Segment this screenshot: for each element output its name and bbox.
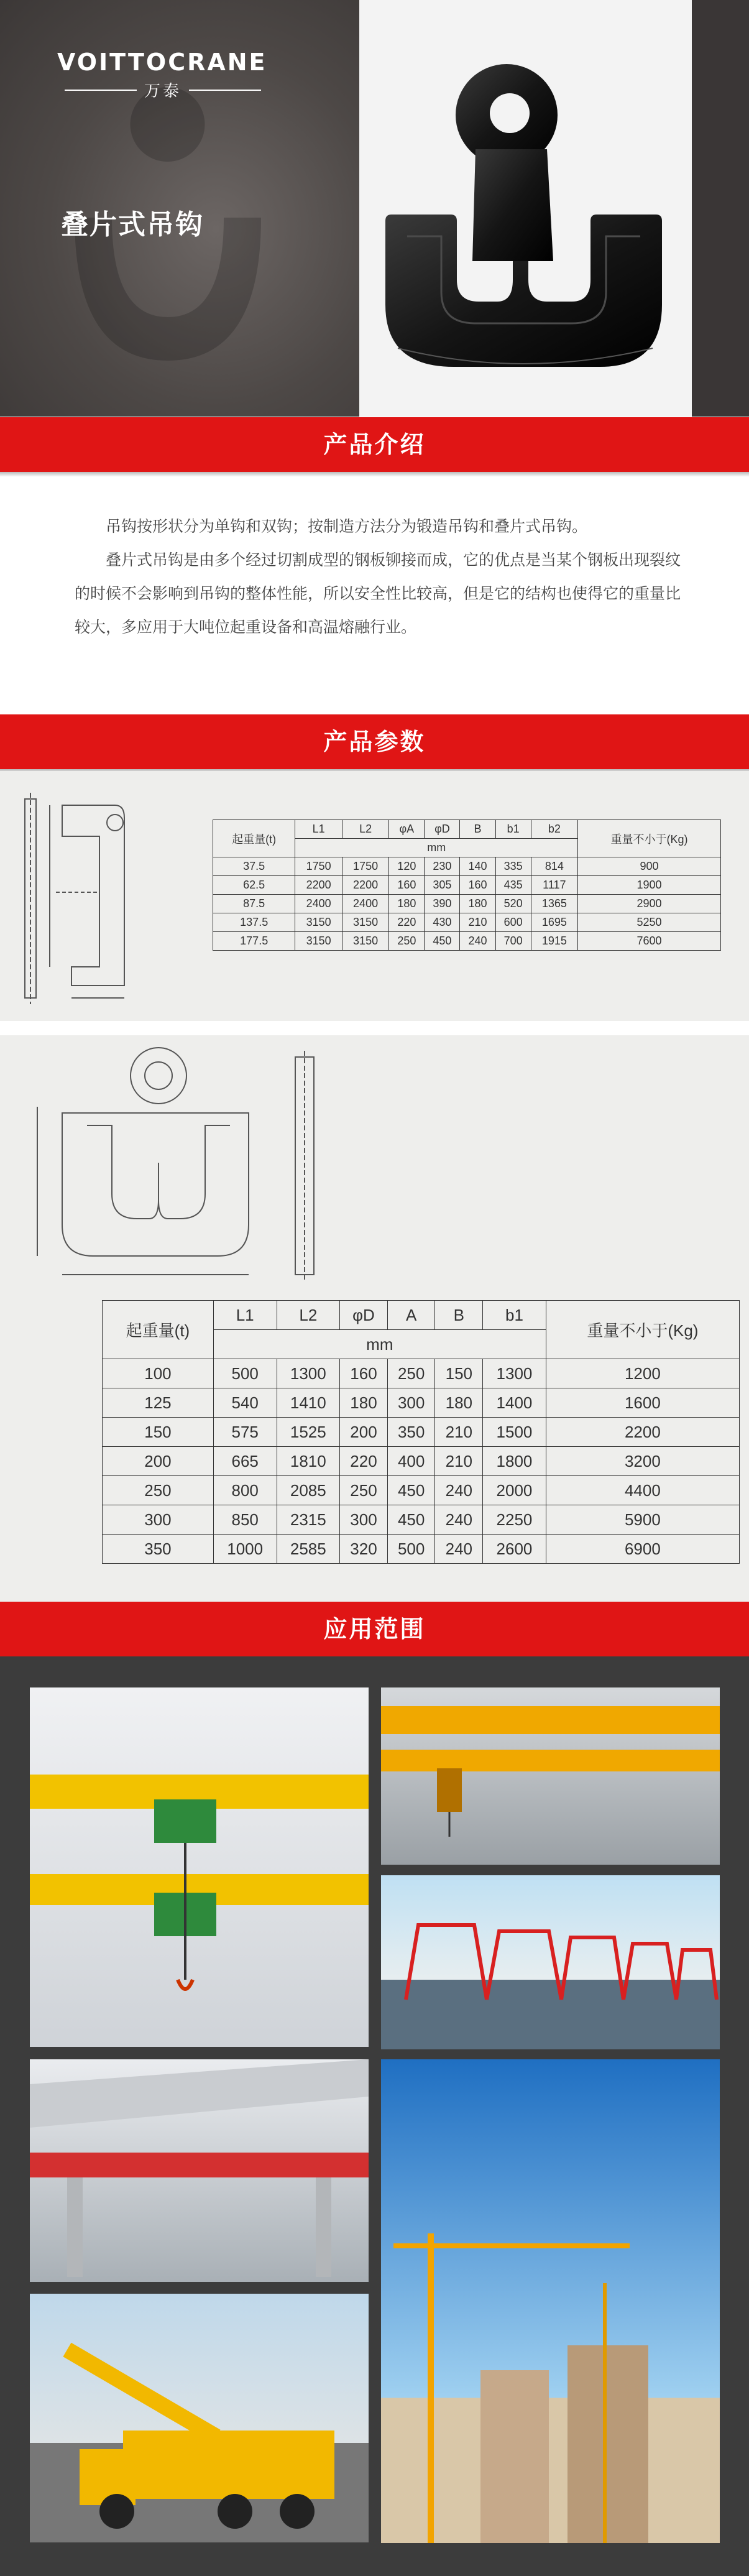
table-cell: 210	[435, 1447, 483, 1476]
table-cell: 2200	[295, 876, 342, 895]
table-cell: 1695	[531, 913, 577, 932]
brand-logo	[57, 48, 269, 101]
table-cell: 2900	[578, 895, 721, 913]
table-cell: 250	[340, 1476, 388, 1505]
table-cell: 160	[389, 876, 425, 895]
table-cell: 1600	[546, 1388, 739, 1418]
intro-paragraph-1: 吊钩按形状分为单钩和双钩；按制造方法分为锻造吊钩和叠片式吊钩。	[106, 517, 588, 535]
table-cell: 160	[460, 876, 495, 895]
table-cell: 1410	[277, 1388, 340, 1418]
spec-sheet-2	[0, 1035, 749, 1602]
table-cell: 540	[213, 1388, 277, 1418]
table-cell: 300	[103, 1505, 214, 1535]
table-cell: 3200	[546, 1447, 739, 1476]
table-cell: 700	[495, 932, 531, 951]
table-cell: 350	[103, 1535, 214, 1564]
table-cell: 87.5	[213, 895, 295, 913]
table-cell: 1400	[483, 1388, 546, 1418]
table-cell: 4400	[546, 1476, 739, 1505]
table-cell: 300	[387, 1388, 435, 1418]
table-cell: 5250	[578, 913, 721, 932]
table-cell: 3150	[295, 913, 342, 932]
table-row	[213, 895, 721, 913]
section-title: 产品参数	[323, 728, 426, 755]
port-crane-photo	[381, 1875, 720, 2049]
table-cell: 180	[435, 1388, 483, 1418]
table-cell: 2200	[546, 1418, 739, 1447]
table-cell: 240	[435, 1476, 483, 1505]
table-cell: 335	[495, 857, 531, 876]
table-cell: 7600	[578, 932, 721, 951]
table-cell: 2400	[342, 895, 388, 913]
table-cell: 200	[103, 1447, 214, 1476]
table-row	[103, 1418, 740, 1447]
table-cell: 230	[425, 857, 460, 876]
table-cell: 665	[213, 1447, 277, 1476]
table-cell: 2600	[483, 1535, 546, 1564]
workshop-hoist-photo	[30, 1687, 369, 2047]
table-cell: 150	[103, 1418, 214, 1447]
product-title: 叠片式吊钩	[61, 209, 204, 241]
table-cell: 850	[213, 1505, 277, 1535]
table-cell: 1500	[483, 1418, 546, 1447]
table-cell: 240	[435, 1535, 483, 1564]
table-cell: 180	[460, 895, 495, 913]
table-cell: 220	[340, 1447, 388, 1476]
table-cell: 1525	[277, 1418, 340, 1447]
table-cell: 305	[425, 876, 460, 895]
table-cell: 3150	[295, 932, 342, 951]
table-cell: 320	[340, 1535, 388, 1564]
intro-paragraph-2: 叠片式吊钩是由多个经过切割成型的钢板铆接而成，它的优点是当某个钢板出现裂纹的时候不会影响到吊钩的整体性能，所以安全性比较高，但是它的结构也使得它的重量比较大，多应用于大吨位起重设备和高温熔融行业。	[75, 551, 681, 636]
table-cell: 450	[387, 1476, 435, 1505]
table-row	[103, 1388, 740, 1418]
table-cell: 2200	[342, 876, 388, 895]
table-cell: 1300	[483, 1359, 546, 1388]
table-cell: 500	[213, 1359, 277, 1388]
table-row	[213, 932, 721, 951]
table-cell: 210	[460, 913, 495, 932]
section-title: 应用范围	[323, 1615, 426, 1643]
table-cell: 430	[425, 913, 460, 932]
table-cell: 390	[425, 895, 460, 913]
table-cell: 1810	[277, 1447, 340, 1476]
section-header-intro	[0, 417, 749, 472]
table-cell: 250	[103, 1476, 214, 1505]
hero-banner	[0, 0, 749, 417]
table-cell: 100	[103, 1359, 214, 1388]
spec-table-2: 起重量(t) L1 L2 φD A B b1 重量不小于(Kg) mm 100 500 1300 160 250 150 1300 1200 125 540 1410 180 300 180 1400 1600 150 575 1525 200 350 210 1500 2200 200 665 1810 220 400 210 1800 3200 250 800 2085 250 450 240 2000 4400 300 850 2315 300 450 240 2250 5900 350 1000 2585 320 500 240 2600 6900	[102, 1300, 740, 1564]
table-cell: 814	[531, 857, 577, 876]
truck-crane-photo	[30, 2294, 369, 2542]
table-cell: 435	[495, 876, 531, 895]
table-cell: 37.5	[213, 857, 295, 876]
table-cell: 1900	[578, 876, 721, 895]
logo-wordmark: VOITTOCRANE	[57, 48, 267, 76]
section-header-application	[0, 1602, 749, 1656]
section-header-params	[0, 714, 749, 769]
table-cell: 210	[435, 1418, 483, 1447]
table-cell: 220	[389, 913, 425, 932]
table-row	[103, 1505, 740, 1535]
table-cell: 6900	[546, 1535, 739, 1564]
table-cell: 125	[103, 1388, 214, 1418]
overhead-crane-photo	[381, 1687, 720, 1865]
table-cell: 450	[387, 1505, 435, 1535]
table-cell: 1750	[295, 857, 342, 876]
table-cell: 1200	[546, 1359, 739, 1388]
table-row	[213, 913, 721, 932]
table-cell: 520	[495, 895, 531, 913]
table-cell: 1915	[531, 932, 577, 951]
table-cell: 5900	[546, 1505, 739, 1535]
table-cell: 2585	[277, 1535, 340, 1564]
spec-sheet-1	[0, 771, 749, 1021]
table-cell: 900	[578, 857, 721, 876]
table-cell: 450	[425, 932, 460, 951]
hook-drawing-1	[12, 780, 211, 1013]
table-row	[213, 857, 721, 876]
table-row	[213, 876, 721, 895]
table-cell: 350	[387, 1418, 435, 1447]
hero-edge	[692, 0, 749, 417]
table-cell: 500	[387, 1535, 435, 1564]
application-gallery	[0, 1656, 749, 2576]
table-cell: 3150	[342, 932, 388, 951]
hook-drawing-2	[12, 1038, 373, 1287]
spec-table-1: 起重量(t) L1 L2 φA φD B b1 b2 重量不小于(Kg) mm 37.5 1750 1750 120 230 140 335 814 900 62.5 2200 2200 160 305 160 435 1117 1900 87.5 2400 2400 180 390 180 520 1365 2900 137.5 3150 3150 220 430 210 600 1695 5250 177.5 3150 3150 250 450 240 700 1915 7600	[213, 819, 721, 951]
table-cell: 62.5	[213, 876, 295, 895]
table-cell: 140	[460, 857, 495, 876]
red-crane-hall-photo	[30, 2059, 369, 2282]
table-cell: 2315	[277, 1505, 340, 1535]
table-cell: 2085	[277, 1476, 340, 1505]
table-row	[103, 1535, 740, 1564]
table-cell: 120	[389, 857, 425, 876]
table-cell: 1365	[531, 895, 577, 913]
table-cell: 1117	[531, 876, 577, 895]
table-cell: 1000	[213, 1535, 277, 1564]
table-cell: 137.5	[213, 913, 295, 932]
table-row	[103, 1359, 740, 1388]
table-cell: 2400	[295, 895, 342, 913]
table-cell: 180	[340, 1388, 388, 1418]
table-cell: 180	[389, 895, 425, 913]
table-cell: 2250	[483, 1505, 546, 1535]
table-cell: 600	[495, 913, 531, 932]
table-row	[103, 1476, 740, 1505]
table-cell: 3150	[342, 913, 388, 932]
table-cell: 1750	[342, 857, 388, 876]
table-cell: 1800	[483, 1447, 546, 1476]
section-title: 产品介绍	[323, 431, 426, 458]
table-cell: 300	[340, 1505, 388, 1535]
intro-text	[75, 510, 687, 644]
table-row	[103, 1447, 740, 1476]
table-cell: 2000	[483, 1476, 546, 1505]
table-cell: 250	[389, 932, 425, 951]
table-cell: 240	[460, 932, 495, 951]
table-cell: 240	[435, 1505, 483, 1535]
table-cell: 800	[213, 1476, 277, 1505]
tower-crane-photo	[381, 2059, 720, 2543]
laminated-hook-image	[373, 56, 678, 379]
table-cell: 400	[387, 1447, 435, 1476]
logo-chinese: 万泰	[144, 82, 182, 101]
table-cell: 150	[435, 1359, 483, 1388]
table-cell: 1300	[277, 1359, 340, 1388]
table-cell: 160	[340, 1359, 388, 1388]
table-cell: 200	[340, 1418, 388, 1447]
table-cell: 177.5	[213, 932, 295, 951]
table-cell: 575	[213, 1418, 277, 1447]
table-cell: 250	[387, 1359, 435, 1388]
